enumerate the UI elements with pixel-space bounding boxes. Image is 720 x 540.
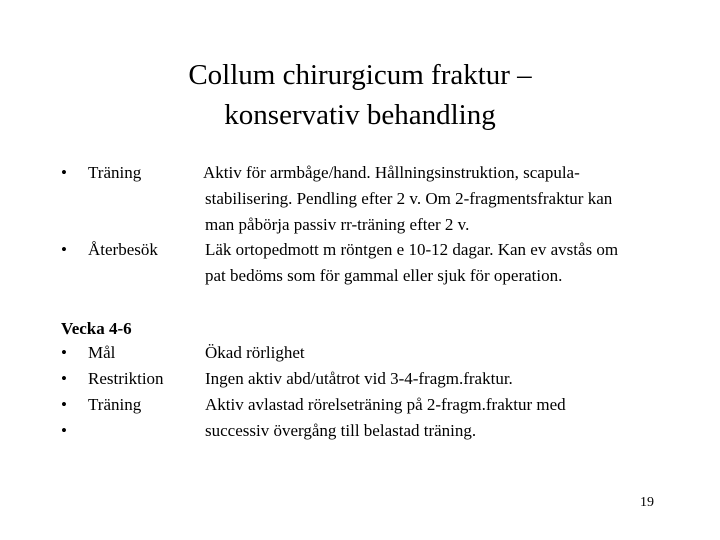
section-label-restriktion: Restriktion xyxy=(88,369,164,388)
item-description-traning-line-2: stabilisering. Pendling efter 2 v. Om 2-fragmentsfraktur kan xyxy=(205,189,613,208)
bullet-empty: • xyxy=(61,421,67,440)
bullet-restriktion: • xyxy=(61,369,67,388)
page-number: 19 xyxy=(640,495,654,510)
item-description-traning-line-1: Aktiv för armbåge/hand. Hållningsinstruktion, scapula- xyxy=(203,163,580,182)
item-description-traning-line-3: man påbörja passiv rr-träning efter 2 v. xyxy=(205,215,470,234)
bullet-mal: • xyxy=(61,343,67,362)
section-heading: Vecka 4-6 xyxy=(61,319,132,338)
section-label-mal: Mål xyxy=(88,343,116,362)
item-label-traning: Träning xyxy=(88,163,142,182)
section-label-traning: Träning xyxy=(88,395,142,414)
section-description-mal: Ökad rörlighet xyxy=(205,343,305,362)
slide-title-line-2: konservativ behandling xyxy=(224,99,496,131)
bullet-aterbesok: • xyxy=(61,240,67,259)
slide-title-line-1: Collum chirurgicum fraktur – xyxy=(188,59,532,91)
section-description-traning: Aktiv avlastad rörelseträning på 2-fragm.fraktur med xyxy=(205,395,566,414)
bullet-traning: • xyxy=(61,163,67,182)
item-description-aterbesok-line-1: Läk ortopedmott m röntgen e 10-12 dagar. Kan ev avstås om xyxy=(205,240,619,259)
item-description-aterbesok-line-2: pat bedöms som för gammal eller sjuk för operation. xyxy=(205,266,563,285)
section-description-restriktion: Ingen aktiv abd/utåtrot vid 3-4-fragm.fraktur. xyxy=(205,369,513,388)
bullet-traning-2: • xyxy=(61,395,67,414)
section-description-continuation: successiv övergång till belastad träning. xyxy=(205,421,477,440)
item-label-aterbesok: Återbesök xyxy=(88,240,158,259)
